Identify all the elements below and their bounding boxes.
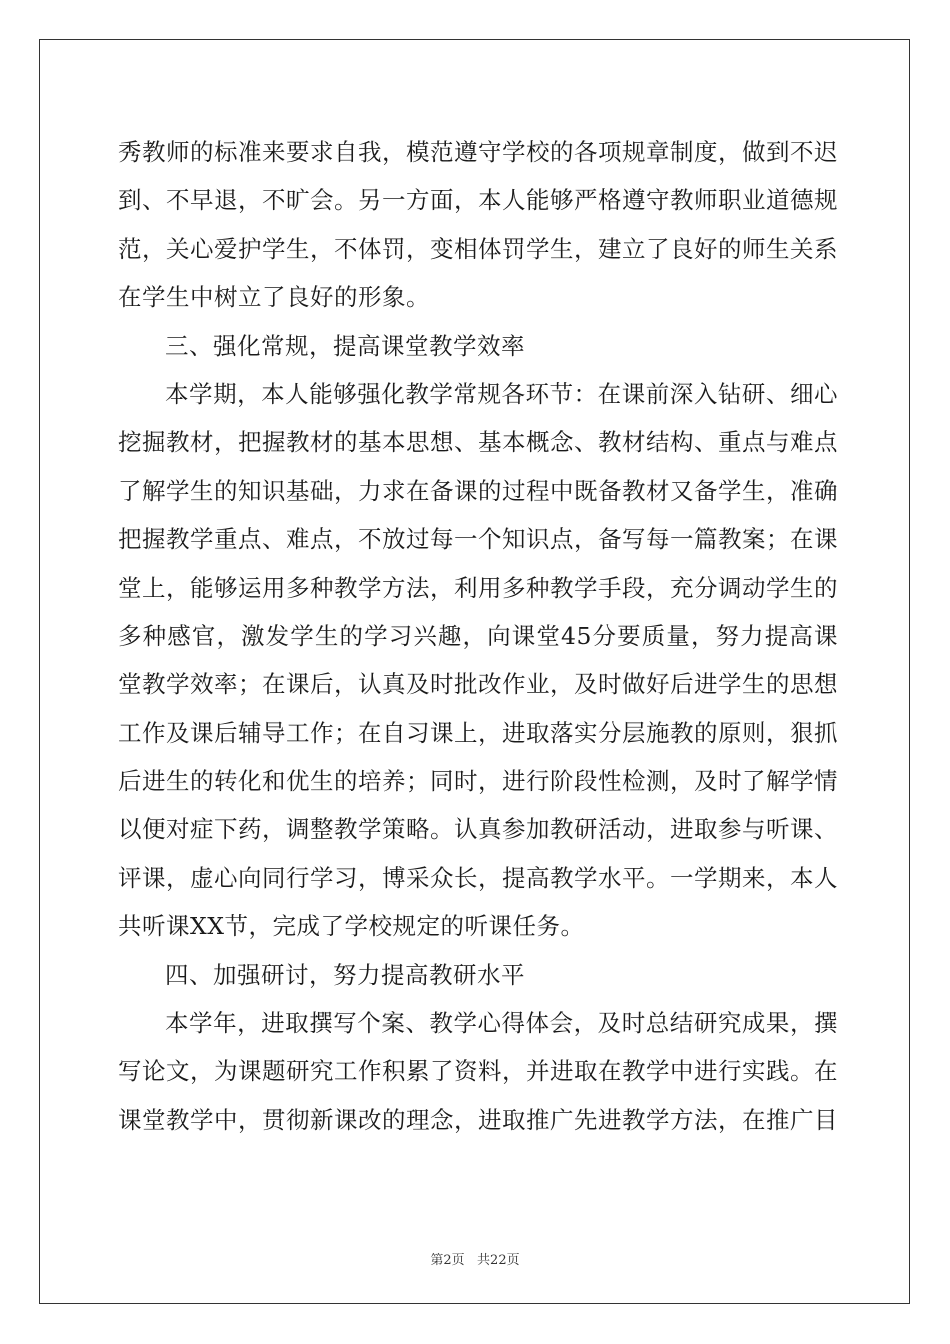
text-line: 把握教学重点、难点，不放过每一个知识点，备写每一篇教案；在课: [118, 525, 838, 554]
text-line: 评课，虚心向同行学习，博采众长，提高教学水平。一学期来，本人: [118, 863, 838, 892]
text-line: 课堂教学中，贯彻新课改的理念，进取推广先进教学方法，在推广目: [118, 1105, 838, 1134]
document-body: [118, 128, 838, 1144]
text-line: 共听课XX节，完成了学校规定的听课任务。: [118, 912, 585, 941]
text-line: 以便对症下药，调整教学策略。认真参加教研活动，进取参与听课、: [118, 815, 838, 844]
text-line: 堂教学效率；在课后，认真及时批改作业，及时做好后进学生的思想: [118, 670, 838, 699]
section-heading: 三、强化常规，提高课堂教学效率: [165, 331, 525, 360]
text-line: 挖掘教材，把握教材的基本思想、基本概念、教材结构、重点与难点: [118, 428, 838, 457]
text-line: 在学生中树立了良好的形象。: [118, 283, 430, 312]
text-line: 堂上，能够运用多种教学方法，利用多种教学手段，充分调动学生的: [118, 573, 838, 602]
section-heading: 四、加强研讨，努力提高教研水平: [165, 960, 525, 989]
text-line: 写论文，为课题研究工作积累了资料，并进取在教学中进行实践。在: [118, 1057, 838, 1086]
text-line: 到、不早退，不旷会。另一方面，本人能够严格遵守教师职业道德规: [118, 186, 838, 215]
text-line: 本学期，本人能够强化教学常规各环节：在课前深入钻研、细心: [165, 379, 838, 408]
text-line: 本学年，进取撰写个案、教学心得体会，及时总结研究成果，撰: [165, 1009, 838, 1038]
text-line: 范，关心爱护学生，不体罚，变相体罚学生，建立了良好的师生关系: [118, 234, 838, 263]
page-footer: 第2页 共22页: [430, 1253, 520, 1268]
text-line: 了解学生的知识基础，力求在备课的过程中既备教材又备学生，准确: [118, 476, 838, 505]
text-line: 后进生的转化和优生的培养；同时，进行阶段性检测，及时了解学情: [118, 767, 838, 796]
text-line: 秀教师的标准来要求自我，模范遵守学校的各项规章制度，做到不迟: [118, 138, 838, 166]
text-line: 多种感官，激发学生的学习兴趣，向课堂45分要质量，努力提高课: [118, 621, 838, 650]
text-line: 工作及课后辅导工作；在自习课上，进取落实分层施教的原则，狠抓: [118, 718, 838, 747]
